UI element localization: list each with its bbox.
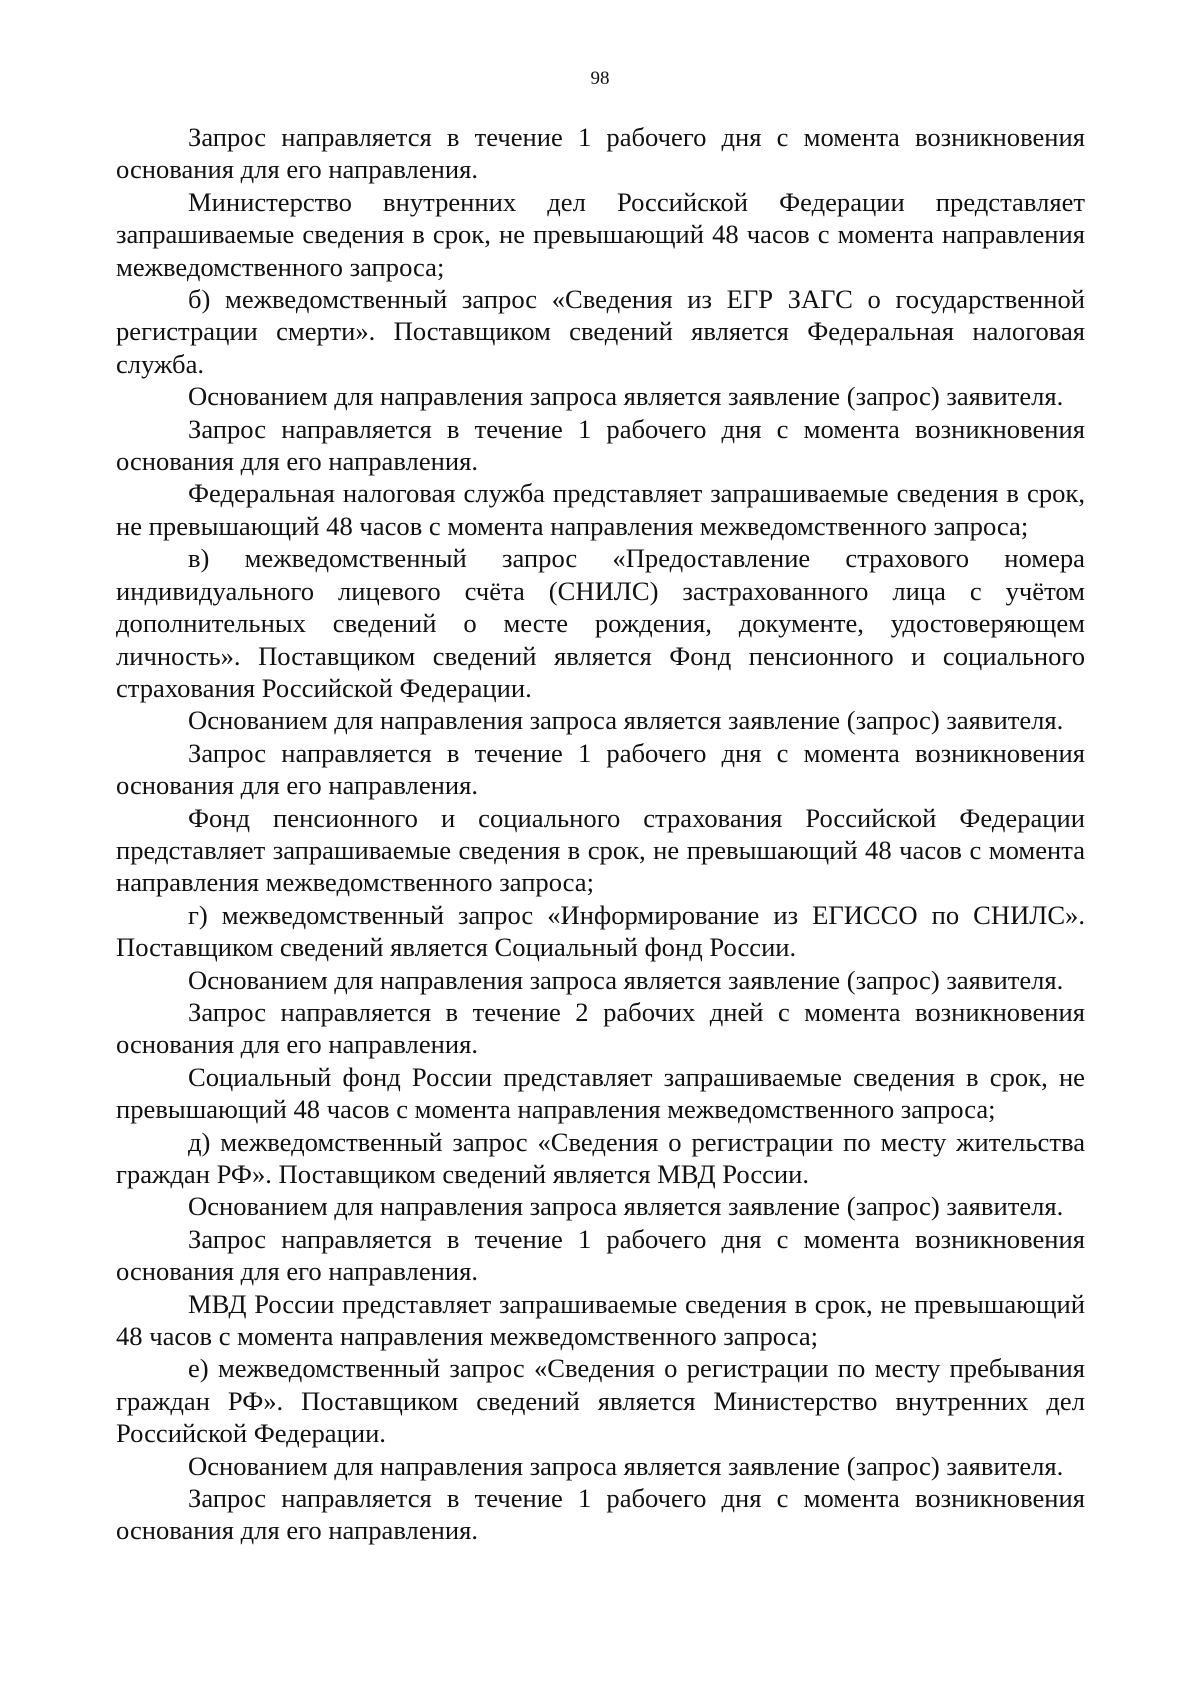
paragraph: Основанием для направления запроса является заявление (запрос) заявителя.: [188, 1450, 1064, 1481]
paragraph: Федеральная налоговая служба представляет запрашиваемые сведения в срок, не превышающий 48 часов с момента направления межведомственного запроса;: [116, 478, 1085, 541]
paragraph: Запрос направляется в течение 1 рабочего дня с момента возникновения основания для его направления.: [116, 1483, 1085, 1546]
paragraph: Запрос направляется в течение 2 рабочих дней с момента возникновения основания для его направления.: [116, 996, 1085, 1060]
paragraph: е) межведомственный запрос «Сведения о регистрации по месту пребывания граждан РФ». Поставщиком сведений является Министерство внутренних дел Российской Федерации.: [116, 1353, 1085, 1449]
paragraph: д) межведомственный запрос «Сведения о регистрации по месту жительства граждан РФ». Поставщиком сведений является МВД России.: [116, 1126, 1085, 1189]
paragraph: Основанием для направления запроса является заявление (запрос) заявителя.: [188, 705, 1064, 736]
paragraph: в) межведомственный запрос «Предоставление страхового номера индивидуального лицевого счёта (СНИЛС) застрахованного лица с учётом дополнительных сведений о месте рождения, документе, удостоверяющем личность». Поставщиком сведений является Фонд пенсионного и социального страхования Российской Федерации.: [116, 543, 1085, 703]
page-number: 98: [590, 68, 610, 89]
paragraph: г) межведомственный запрос «Информирование из ЕГИССО по СНИЛС». Поставщиком сведений является Социальный фонд России.: [116, 899, 1085, 963]
paragraph: Основанием для направления запроса является заявление (запрос) заявителя.: [188, 964, 1064, 995]
paragraph: Запрос направляется в течение 1 рабочего дня с момента возникновения основания для его направления.: [116, 737, 1085, 801]
paragraph: Запрос направляется в течение 1 рабочего дня с момента возникновения основания для его направления.: [116, 1223, 1085, 1287]
paragraph: Фонд пенсионного и социального страхования Российской Федерации представляет запрашиваемые сведения в срок, не превышающий 48 часов с момента направления межведомственного запроса;: [116, 802, 1085, 898]
paragraph: Основанием для направления запроса является заявление (запрос) заявителя.: [188, 381, 1064, 412]
paragraph: Министерство внутренних дел Российской Федерации представляет запрашиваемые сведения в срок, не превышающий 48 часов с момента направления межведомственного запроса;: [116, 186, 1085, 282]
paragraph: Запрос направляется в течение 1 рабочего дня с момента возникновения основания для его направления.: [116, 413, 1085, 477]
paragraph: Социальный фонд России представляет запрашиваемые сведения в срок, не превышающий 48 часов с момента направления межведомственного запроса;: [116, 1061, 1085, 1125]
paragraph: Основанием для направления запроса является заявление (запрос) заявителя.: [188, 1191, 1064, 1222]
document-body: [116, 121, 1085, 1547]
paragraph: б) межведомственный запрос «Сведения из ЕГР ЗАГС о государственной регистрации смерти». Поставщиком сведений является Федеральная налоговая служба.: [116, 284, 1085, 379]
paragraph: Запрос направляется в течение 1 рабочего дня с момента возникновения основания для его направления.: [116, 122, 1085, 185]
paragraph: МВД России представляет запрашиваемые сведения в срок, не превышающий 48 часов с момента направления межведомственного запроса;: [116, 1288, 1085, 1352]
